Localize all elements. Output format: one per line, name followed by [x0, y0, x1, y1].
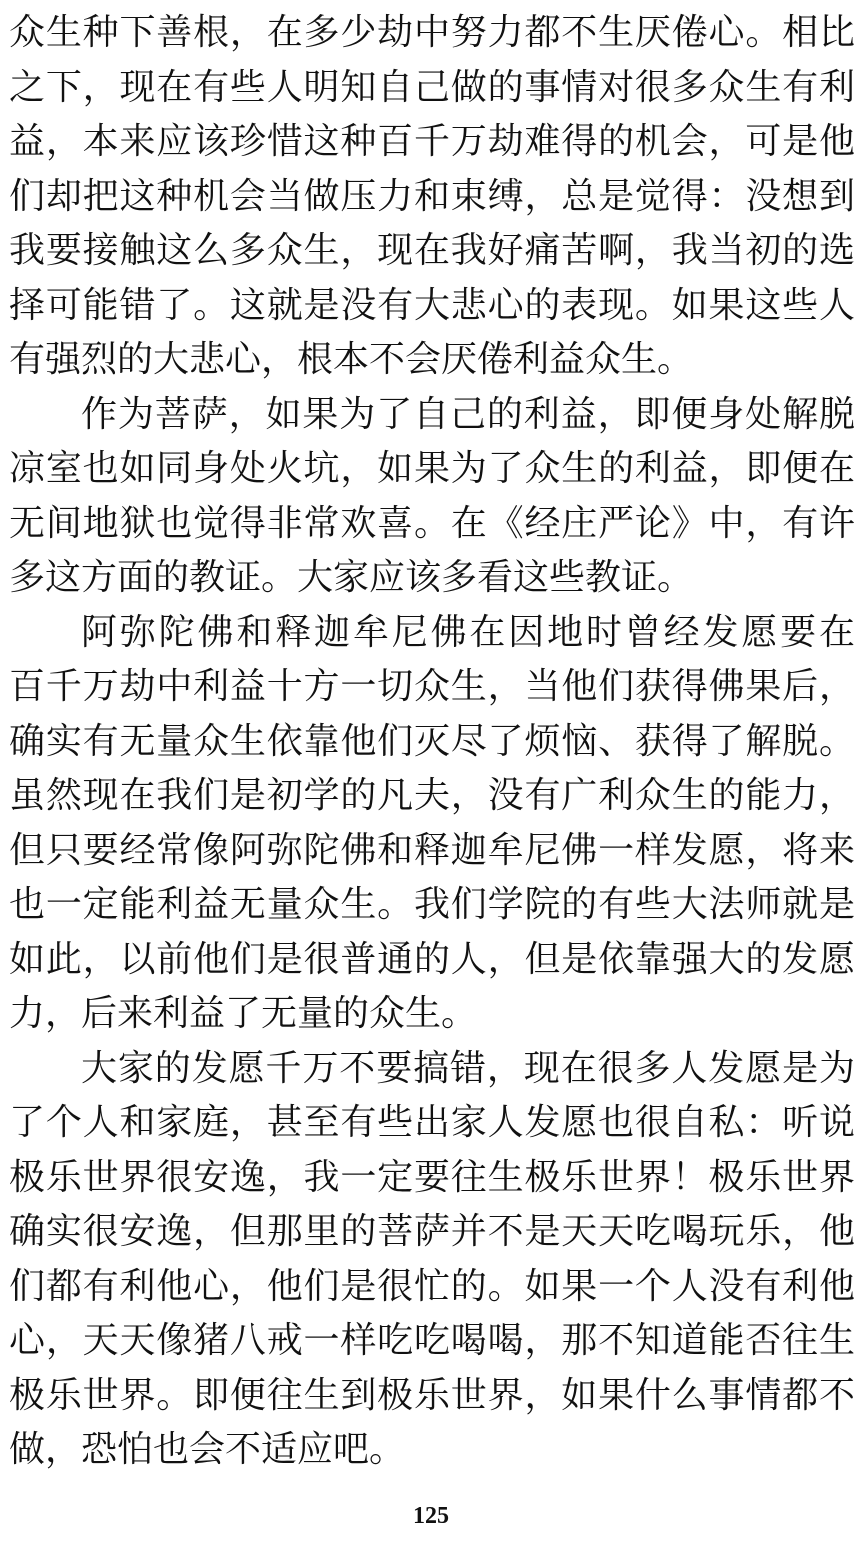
text-line: 确实有无量众生依靠他们灭尽了烦恼、获得了解脱。 — [9, 720, 855, 762]
text-line: 有强烈的大悲心，根本不会厌倦利益众生。 — [9, 339, 694, 380]
text-line: 凉室也如同身处火坑，如果为了众生的利益，即便在 — [9, 448, 855, 489]
text-line: 益，本来应该珍惜这种百千万劫难得的机会，可是他 — [9, 121, 855, 162]
page-number: 125 — [413, 1503, 449, 1529]
text-line: 百千万劫中利益十方一切众生，当他们获得佛果后， — [9, 666, 855, 707]
text-line: 之下，现在有些人明知自己做的事情对很多众生有利 — [9, 66, 855, 108]
text-line: 多这方面的教证。大家应该多看这些教证。 — [9, 557, 694, 598]
text-line: 心，天天像猪八戒一样吃吃喝喝，那不知道能否往生 — [9, 1320, 855, 1361]
text-line: 力，后来利益了无量的众生。 — [9, 993, 478, 1034]
text-line: 了个人和家庭，甚至有些出家人发愿也很自私：听说 — [9, 1102, 855, 1143]
text-line: 但只要经常像阿弥陀佛和释迦牟尼佛一样发愿，将来 — [9, 829, 855, 871]
text-line: 大家的发愿千万不要搞错，现在很多人发愿是为 — [81, 1047, 855, 1089]
text-line: 们却把这种机会当做压力和束缚，总是觉得：没想到 — [9, 175, 855, 217]
text-line: 择可能错了。这就是没有大悲心的表现。如果这些人 — [9, 284, 855, 326]
text-line: 也一定能利益无量众生。我们学院的有些大法师就是 — [9, 884, 855, 925]
text-line: 们都有利他心，他们是很忙的。如果一个人没有利他 — [9, 1265, 855, 1307]
text-line: 阿弥陀佛和释迦牟尼佛在因地时曾经发愿要在 — [81, 611, 855, 653]
text-line: 如此，以前他们是很普通的人，但是依靠强大的发愿 — [9, 938, 855, 980]
text-line: 做，恐怕也会不适应吧。 — [9, 1429, 406, 1470]
text-line: 作为菩萨，如果为了自己的利益，即便身处解脱 — [81, 393, 855, 435]
text-line: 极乐世界很安逸，我一定要往生极乐世界！极乐世界 — [9, 1156, 855, 1198]
text-line: 众生种下善根，在多少劫中努力都不生厌倦心。相比 — [9, 12, 855, 53]
text-line: 无间地狱也觉得非常欢喜。在《经庄严论》中，有许 — [9, 502, 855, 544]
body-text — [9, 6, 855, 1478]
text-line: 虽然现在我们是初学的凡夫，没有广利众生的能力， — [9, 775, 855, 816]
text-line: 确实很安逸，但那里的菩萨并不是天天吃喝玩乐，他 — [9, 1211, 855, 1252]
text-line: 极乐世界。即便往生到极乐世界，如果什么事情都不 — [9, 1374, 855, 1416]
text-line: 我要接触这么多众生，现在我好痛苦啊，我当初的选 — [9, 230, 855, 271]
